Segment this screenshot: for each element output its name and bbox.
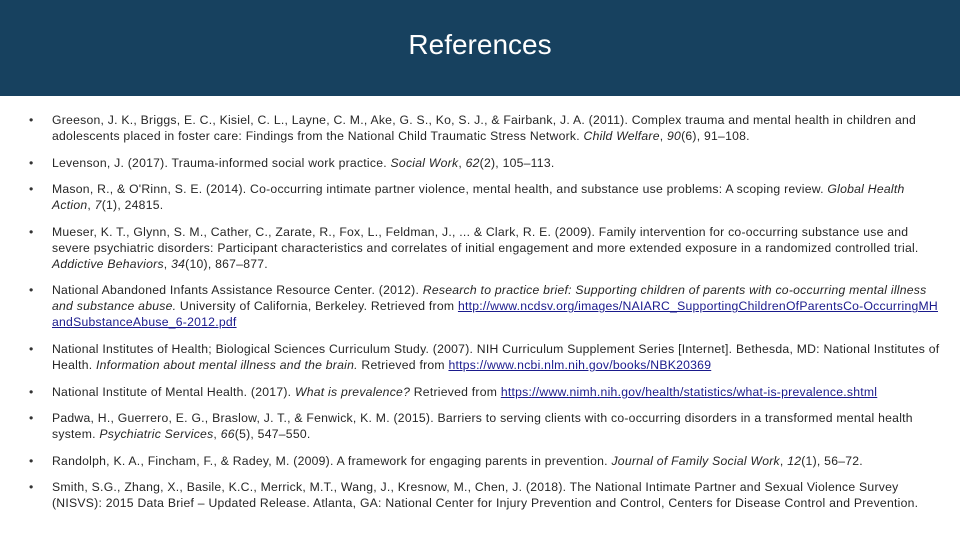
reference-italic-text: Global Health Action	[52, 182, 905, 213]
reference-italic-text: Social Work	[390, 155, 459, 170]
references-list	[29, 112, 941, 522]
reference-text: (1), 56–72.	[801, 453, 863, 468]
reference-item	[29, 453, 941, 469]
reference-text: Levenson, J. (2017). Trauma-informed social work practice.	[52, 155, 391, 170]
reference-text: (5), 547–550.	[234, 427, 311, 442]
reference-italic-text: Information about mental illness and the brain.	[96, 357, 358, 372]
reference-italic-text: 62	[465, 155, 480, 170]
reference-link[interactable]: https://www.nimh.nih.gov/health/statistics/what-is-prevalence.shtml	[500, 384, 878, 399]
reference-text: Mason, R., & O'Rinn, S. E. (2014). Co-occurring intimate partner violence, mental health, and substance use problems: A scoping review.	[52, 182, 828, 197]
reference-text: Mueser, K. T., Glynn, S. M., Cather, C., Zarate, R., Fox, L., Feldman, J., ... & Clark, R. E. (2009). Family intervention for co-occurring substance use and severe psychiatric disorders: Participant characteristics and correlates of initial engagement and more extended exposure in a randomized controlled trial.	[52, 224, 919, 255]
reference-item	[29, 410, 941, 442]
reference-italic-text: Addictive Behaviors	[52, 256, 164, 271]
reference-italic-text: 12	[787, 453, 802, 468]
reference-text: (10), 867–877.	[185, 256, 268, 271]
reference-text: University of California, Berkeley. Retrieved from	[176, 299, 458, 314]
reference-text: Retrieved from	[410, 384, 501, 399]
reference-text: National Abandoned Infants Assistance Resource Center. (2012).	[52, 283, 423, 298]
reference-italic-text: 34	[171, 256, 186, 271]
reference-link[interactable]: http://www.ncdsv.org/images/NAIARC_SupportingChildrenOfParentsCo-OccurringMHandSubstanceAbuse_6-2012.pdf	[52, 299, 938, 330]
reference-item	[29, 224, 941, 272]
reference-item	[29, 384, 941, 400]
reference-item	[29, 112, 941, 144]
reference-italic-text: 66	[220, 427, 235, 442]
reference-text: ,	[779, 453, 788, 468]
reference-item	[29, 479, 941, 511]
reference-italic-text: 90	[667, 129, 682, 143]
title-bar	[0, 0, 960, 96]
reference-text: Randolph, K. A., Fincham, F., & Radey, M. (2009). A framework for engaging parents in prevention.	[52, 453, 612, 468]
reference-text: (1), 24815.	[101, 198, 164, 213]
reference-italic-text: What is prevalence?	[294, 384, 411, 399]
reference-italic-text: Psychiatric Services	[99, 427, 214, 442]
reference-text: Padwa, H., Guerrero, E. G., Braslow, J. T., & Fenwick, K. M. (2015). Barriers to serving clients with co-occurring disorders in a transformed mental health system.	[52, 411, 913, 442]
reference-text: National Institutes of Health; Biological Sciences Curriculum Study. (2007). NIH Curriculum Supplement Series [Internet]. Bethesda, MD: National Institutes of Health.	[52, 341, 940, 372]
reference-item	[29, 181, 941, 213]
reference-link[interactable]: https://www.ncbi.nlm.nih.gov/books/NBK20369	[448, 357, 712, 372]
reference-italic-text: Research to practice brief: Supporting children of parents with co-occurring mental illness and substance abuse.	[52, 283, 927, 314]
reference-text: ,	[163, 256, 172, 271]
reference-text: Smith, S.G., Zhang, X., Basile, K.C., Merrick, M.T., Wang, J., Kresnow, M., Chen, J. (2018). The National Intimate Partner and Sexual Violence Survey (NISVS): 2015 Data Brief – Updated Release. Atlanta, GA: National Center for Injury Prevention and Control, Centers for Disease Control and Prevention.	[52, 480, 919, 511]
reference-item	[29, 155, 941, 171]
reference-text: (6), 91–108.	[681, 129, 750, 143]
reference-text: Retrieved from	[357, 357, 449, 372]
reference-text: National Institute of Mental Health. (2017).	[52, 384, 295, 399]
reference-text: (2), 105–113.	[479, 155, 555, 170]
reference-italic-text: Child Welfare	[583, 129, 660, 143]
reference-item	[29, 341, 941, 373]
reference-italic-text: Journal of Family Social Work	[611, 453, 780, 468]
slide-title: References	[408, 29, 552, 60]
reference-text: Greeson, J. K., Briggs, E. C., Kisiel, C. L., Layne, C. M., Ake, G. S., Ko, S. J., & Fairbank, J. A. (2011). Complex trauma and mental health in children and adolescents placed in foster care: Findings from the National Child Traumatic Stress Network.	[52, 113, 917, 143]
reference-text: ,	[87, 198, 95, 213]
reference-text: ,	[659, 129, 668, 143]
reference-text: ,	[213, 427, 221, 442]
reference-italic-text: 7	[94, 198, 102, 213]
reference-item	[29, 282, 941, 330]
reference-text: ,	[458, 155, 466, 170]
